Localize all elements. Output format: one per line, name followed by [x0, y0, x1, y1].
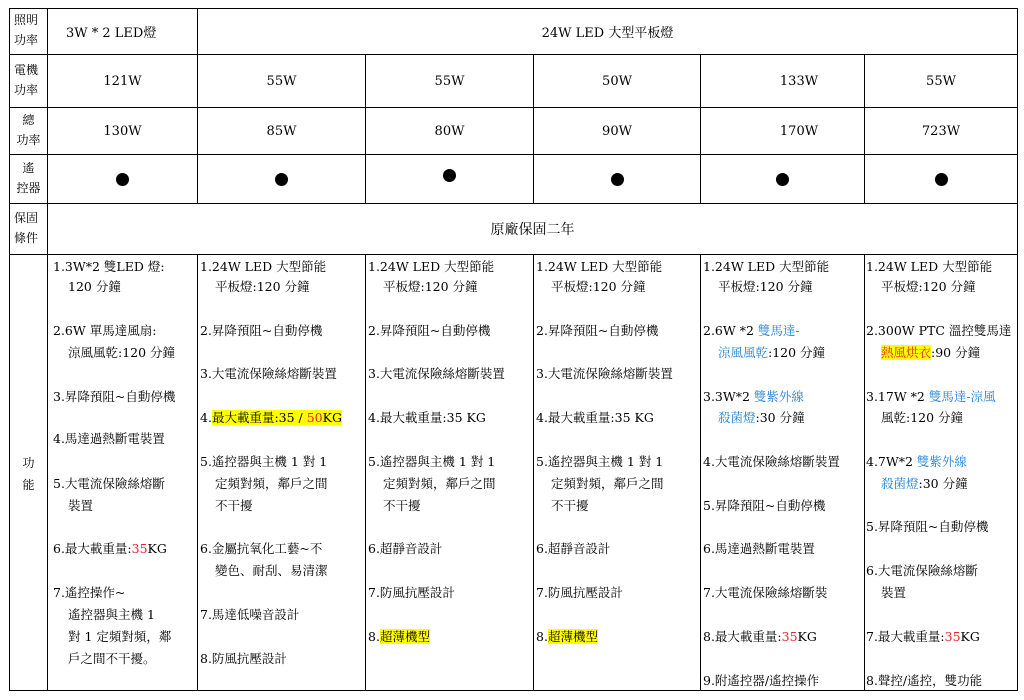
feature-line [703, 626, 817, 648]
feature-line: 2.昇降預阻~自動停機 [368, 323, 491, 338]
feature-line: 6.馬達過熱斷電裝置 [703, 541, 815, 556]
row-label-total [10, 110, 47, 150]
feature-line: 平板燈:120 分鐘 [551, 279, 646, 294]
feature-line: 4.最大載重量:35 KG [536, 410, 654, 425]
row-label-line: 總 [22, 113, 35, 127]
feature-text-red: 50 [306, 410, 323, 425]
total-power-cell: 130W [103, 123, 142, 139]
remote-dot-cell [48, 155, 197, 203]
feature-line: 7.大電流保險絲熔斷裝 [703, 585, 828, 600]
feature-line: 不干擾 [551, 498, 589, 513]
feature-text-red: 35 [944, 629, 961, 644]
lighting-merged: 24W LED 大型平板燈 [541, 26, 674, 41]
row-label-line: 控器 [16, 181, 41, 195]
feature-line: 120 分鐘 [68, 279, 121, 294]
feature-line: 5.遙控器與主機 1 對 1 [200, 454, 328, 469]
row-label-line: 電機 [14, 63, 39, 77]
feature-text: 2.6W *2 [703, 323, 758, 338]
row-label-line: 功率 [14, 83, 39, 97]
feature-line [881, 473, 968, 495]
feature-line: 涼風風乾:120 分鐘 [68, 345, 176, 360]
feature-line: 變色、耐刮、易清潔 [215, 563, 328, 578]
row-label-line: 功率 [14, 33, 39, 47]
feature-text-blue: 雙馬達-涼風 [928, 389, 996, 404]
feature-line: 4.大電流保險絲熔斷裝置 [703, 454, 840, 469]
feature-line [718, 407, 805, 429]
remote-dot-cell [534, 155, 700, 203]
row-label-lighting [10, 10, 47, 50]
feature-line: 6.大電流保險絲熔斷 [866, 563, 978, 578]
feature-line: 5.昇降預阻~自動停機 [703, 498, 826, 513]
bullet-dot-icon [776, 173, 789, 186]
feature-line: 3.大電流保險絲熔斷裝置 [536, 366, 673, 381]
feature-line: 平板燈:120 分鐘 [881, 279, 976, 294]
feature-line: 平板燈:120 分鐘 [718, 279, 813, 294]
feature-text: 3.17W *2 [866, 389, 929, 404]
feature-line: 2.300W PTC 溫控雙馬達 [866, 323, 1012, 338]
feature-line: 裝置 [68, 498, 94, 513]
feature-line: 5.大電流保險絲熔斷 [53, 476, 165, 491]
feature-text: KG [797, 629, 817, 644]
feature-line: 7.防風抗壓設計 [368, 585, 455, 600]
lighting-col1: 3W * 2 LED燈 [66, 26, 157, 41]
row-label-line: 功率 [16, 133, 41, 147]
feature-text: 4.7W*2 [866, 454, 917, 469]
row-label-line: 功 [22, 456, 35, 470]
feature-text-red: 35 [781, 629, 798, 644]
bullet-dot-icon [935, 173, 948, 186]
feature-line: 定頻對頻，鄰戶之間 [551, 476, 664, 491]
feature-text: KG [147, 541, 167, 556]
feature-text: KG [960, 629, 980, 644]
feature-text: 4. [200, 410, 212, 425]
feature-text-blue: 雙紫外線 [916, 454, 967, 469]
feature-line: 遙控器與主機 1 [68, 607, 155, 622]
feature-text-highlight-red: 熱風烘衣 [881, 345, 932, 360]
feature-line: 4.馬達過熱斷電裝置 [53, 431, 165, 446]
bullet-dot-icon [116, 173, 129, 186]
total-power-cell: 90W [602, 123, 632, 139]
feature-line: 4.最大載重量:35 KG [368, 410, 486, 425]
feature-text: :120 分鐘 [768, 345, 826, 360]
feature-line [53, 538, 167, 560]
feature-line: 不干擾 [383, 498, 421, 513]
feature-text-blue: 雙紫外線 [753, 389, 804, 404]
feature-line: 3.大電流保險絲熔斷裝置 [368, 366, 505, 381]
row-label-line: 條件 [14, 231, 39, 245]
feature-line: 裝置 [881, 585, 907, 600]
feature-text: :90 分鐘 [931, 345, 981, 360]
feature-text: :30 分鐘 [918, 476, 968, 491]
feature-text-highlight: 超薄機型 [379, 629, 430, 644]
warranty-text: 原廠保固二年 [490, 222, 575, 238]
total-power-cell: 723W [921, 123, 961, 139]
total-power-cell: 85W [266, 123, 297, 139]
feature-line: 9.附遙控器/遙控操作 [703, 673, 820, 688]
feature-text: 3.3W*2 [703, 389, 754, 404]
feature-line: 5.遙控器與主機 1 對 1 [368, 454, 496, 469]
feature-line [703, 320, 800, 342]
total-power-cell: 170W [779, 123, 819, 139]
feature-line [536, 626, 598, 648]
bullet-dot-icon [443, 169, 456, 182]
motor-power-cell: 133W [779, 73, 819, 89]
feature-line: 2.6W 單馬達風扇: [53, 323, 157, 338]
feature-line: 1.24W LED 大型節能 [536, 259, 663, 274]
feature-line: 2.昇降預阻~自動停機 [536, 323, 659, 338]
feature-line: 對 1 定頻對頻，鄰 [68, 629, 172, 644]
motor-power-cell: 121W [103, 73, 142, 89]
feature-line: 8.防風抗壓設計 [200, 651, 287, 666]
row-label-remote [10, 158, 47, 198]
feature-line: 8.聲控/遙控，雙功能 [866, 673, 983, 688]
feature-line: 1.24W LED 大型節能 [703, 259, 830, 274]
bullet-dot-icon [611, 173, 624, 186]
feature-line: 1.3W*2 雙LED 燈: [53, 259, 165, 274]
feature-line: 7.馬達低噪音設計 [200, 607, 300, 622]
feature-line [703, 386, 804, 408]
feature-line: 5.昇降預阻~自動停機 [866, 519, 989, 534]
row-label-features [10, 452, 47, 496]
motor-power-cell: 50W [602, 73, 632, 89]
feature-line [200, 407, 342, 429]
row-label-line: 能 [22, 478, 35, 492]
feature-text-blue: 雙馬達- [757, 323, 800, 338]
feature-line: 5.遙控器與主機 1 對 1 [536, 454, 664, 469]
row-label-warranty [10, 208, 47, 248]
motor-power-cell: 55W [434, 73, 465, 89]
feature-line: 6.超靜音設計 [536, 541, 611, 556]
feature-text: 7.最大載重量: [866, 629, 945, 644]
feature-text-highlight: 最大載重量:35 / [211, 410, 307, 425]
feature-text: 8. [368, 629, 380, 644]
remote-dot-cell [865, 155, 1017, 203]
feature-text: 6.最大載重量: [53, 541, 132, 556]
feature-line [866, 626, 980, 648]
total-power-cell: 80W [434, 123, 465, 139]
feature-text: 8. [536, 629, 548, 644]
feature-text: :30 分鐘 [755, 410, 805, 425]
remote-dot-cell [701, 155, 864, 203]
feature-text-blue: 涼風風乾 [718, 345, 769, 360]
row-label-line: 保固 [14, 211, 39, 225]
feature-line: 6.金屬抗氧化工藝~不 [200, 541, 323, 556]
feature-line [881, 342, 980, 364]
feature-line [866, 451, 967, 473]
motor-power-cell: 55W [266, 73, 297, 89]
bullet-dot-icon [275, 173, 288, 186]
row-label-line: 遙 [22, 161, 35, 175]
feature-line: 平板燈:120 分鐘 [383, 279, 478, 294]
feature-text-highlight: KG [322, 410, 342, 425]
feature-line: 7.防風抗壓設計 [536, 585, 623, 600]
motor-power-cell: 55W [926, 73, 956, 89]
feature-line: 2.昇降預阻~自動停機 [200, 323, 323, 338]
remote-dot-cell [366, 151, 533, 199]
feature-text: 8.最大載重量: [703, 629, 782, 644]
remote-dot-cell [198, 155, 365, 203]
feature-line [866, 386, 996, 408]
row-label-line: 照明 [14, 13, 39, 27]
feature-line: 7.遙控操作~ [53, 585, 126, 600]
feature-line: 定頻對頻，鄰戶之間 [383, 476, 496, 491]
feature-line: 3.大電流保險絲熔斷裝置 [200, 366, 337, 381]
feature-line [718, 342, 825, 364]
feature-text-highlight: 超薄機型 [547, 629, 598, 644]
row-label-motor [10, 60, 47, 100]
feature-line: 1.24W LED 大型節能 [368, 259, 495, 274]
feature-text-blue: 殺菌燈 [881, 476, 919, 491]
feature-line: 不干擾 [215, 498, 253, 513]
feature-line: 平板燈:120 分鐘 [215, 279, 310, 294]
feature-line: 風乾:120 分鐘 [881, 410, 964, 425]
feature-line: 6.超靜音設計 [368, 541, 443, 556]
feature-line: 3.昇降預阻~自動停機 [53, 389, 176, 404]
feature-line: 1.24W LED 大型節能 [200, 259, 327, 274]
feature-text-blue: 殺菌燈 [718, 410, 756, 425]
feature-text-red: 35 [131, 541, 148, 556]
feature-line [368, 626, 430, 648]
feature-line: 戶之間不干擾。 [68, 651, 156, 666]
feature-line: 定頻對頻，鄰戶之間 [215, 476, 328, 491]
feature-line: 1.24W LED 大型節能 [866, 259, 993, 274]
